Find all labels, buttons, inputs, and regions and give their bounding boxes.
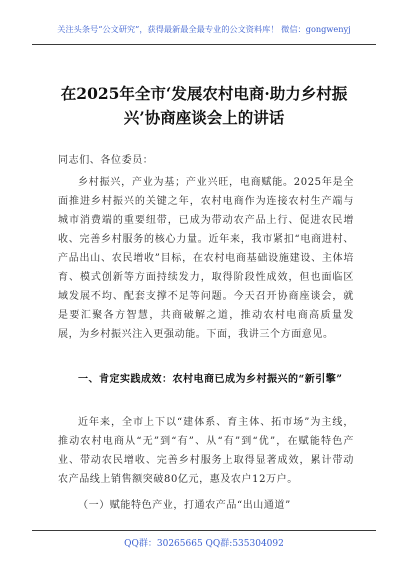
paragraph-section-1: 近年来，全市上下以“建体系、育主体、拓市场”为主线，推动农村电商从“无”到“有”、从“有”到“优”，在赋能特色产业、带动农民增收、完善乡村服务上取得显著成效，累计带动农产品线上销售额突破80亿元，惠及农户12万户。 (58, 417, 354, 485)
document-title: 在2025年全市‘发展农村电商·助力乡村振兴’协商座谈会上的讲话 (60, 84, 348, 127)
footer-contact: QQ群：30265665 QQ群:535304092 (124, 539, 284, 549)
subsection-heading-1: （一）赋能特色产业，打通农产品“出山通道” (78, 500, 291, 511)
salutation: 同志们、各位委员： (58, 155, 154, 166)
footer-divider (32, 530, 376, 531)
paragraph-intro: 乡村振兴，产业为基；产业兴旺，电商赋能。2025年是全面推进乡村振兴的关键之年，农村电商作为连接农村生产端与城市消费端的重要纽带，已成为带动农产品上行、促进农民增收、完善乡村服务的核心力量。近年来，我市紧扣“电商进村、产品出山、农民增收”目标，在农村电商基础设施建设、主体培育、模式创新等方面持续发力，取得阶段性成效，但也面临区域发展不均、配套支撑不足等问题。今天召开协商座谈会，就是要汇聚各方智慧，共商破解之道，推动农村电商高质量发展，为乡村振兴注入更强动能。下面，我讲三个方面意见。 (58, 177, 354, 340)
header-banner: 关注头条号“公文研究”，获得最新最全最专业的公文资料库！ 微信：gongwenyj (57, 24, 351, 34)
header-divider (32, 44, 376, 45)
section-heading-1: 一、肯定实践成效：农村电商已成为乡村振兴的“新引擎” (78, 374, 343, 385)
